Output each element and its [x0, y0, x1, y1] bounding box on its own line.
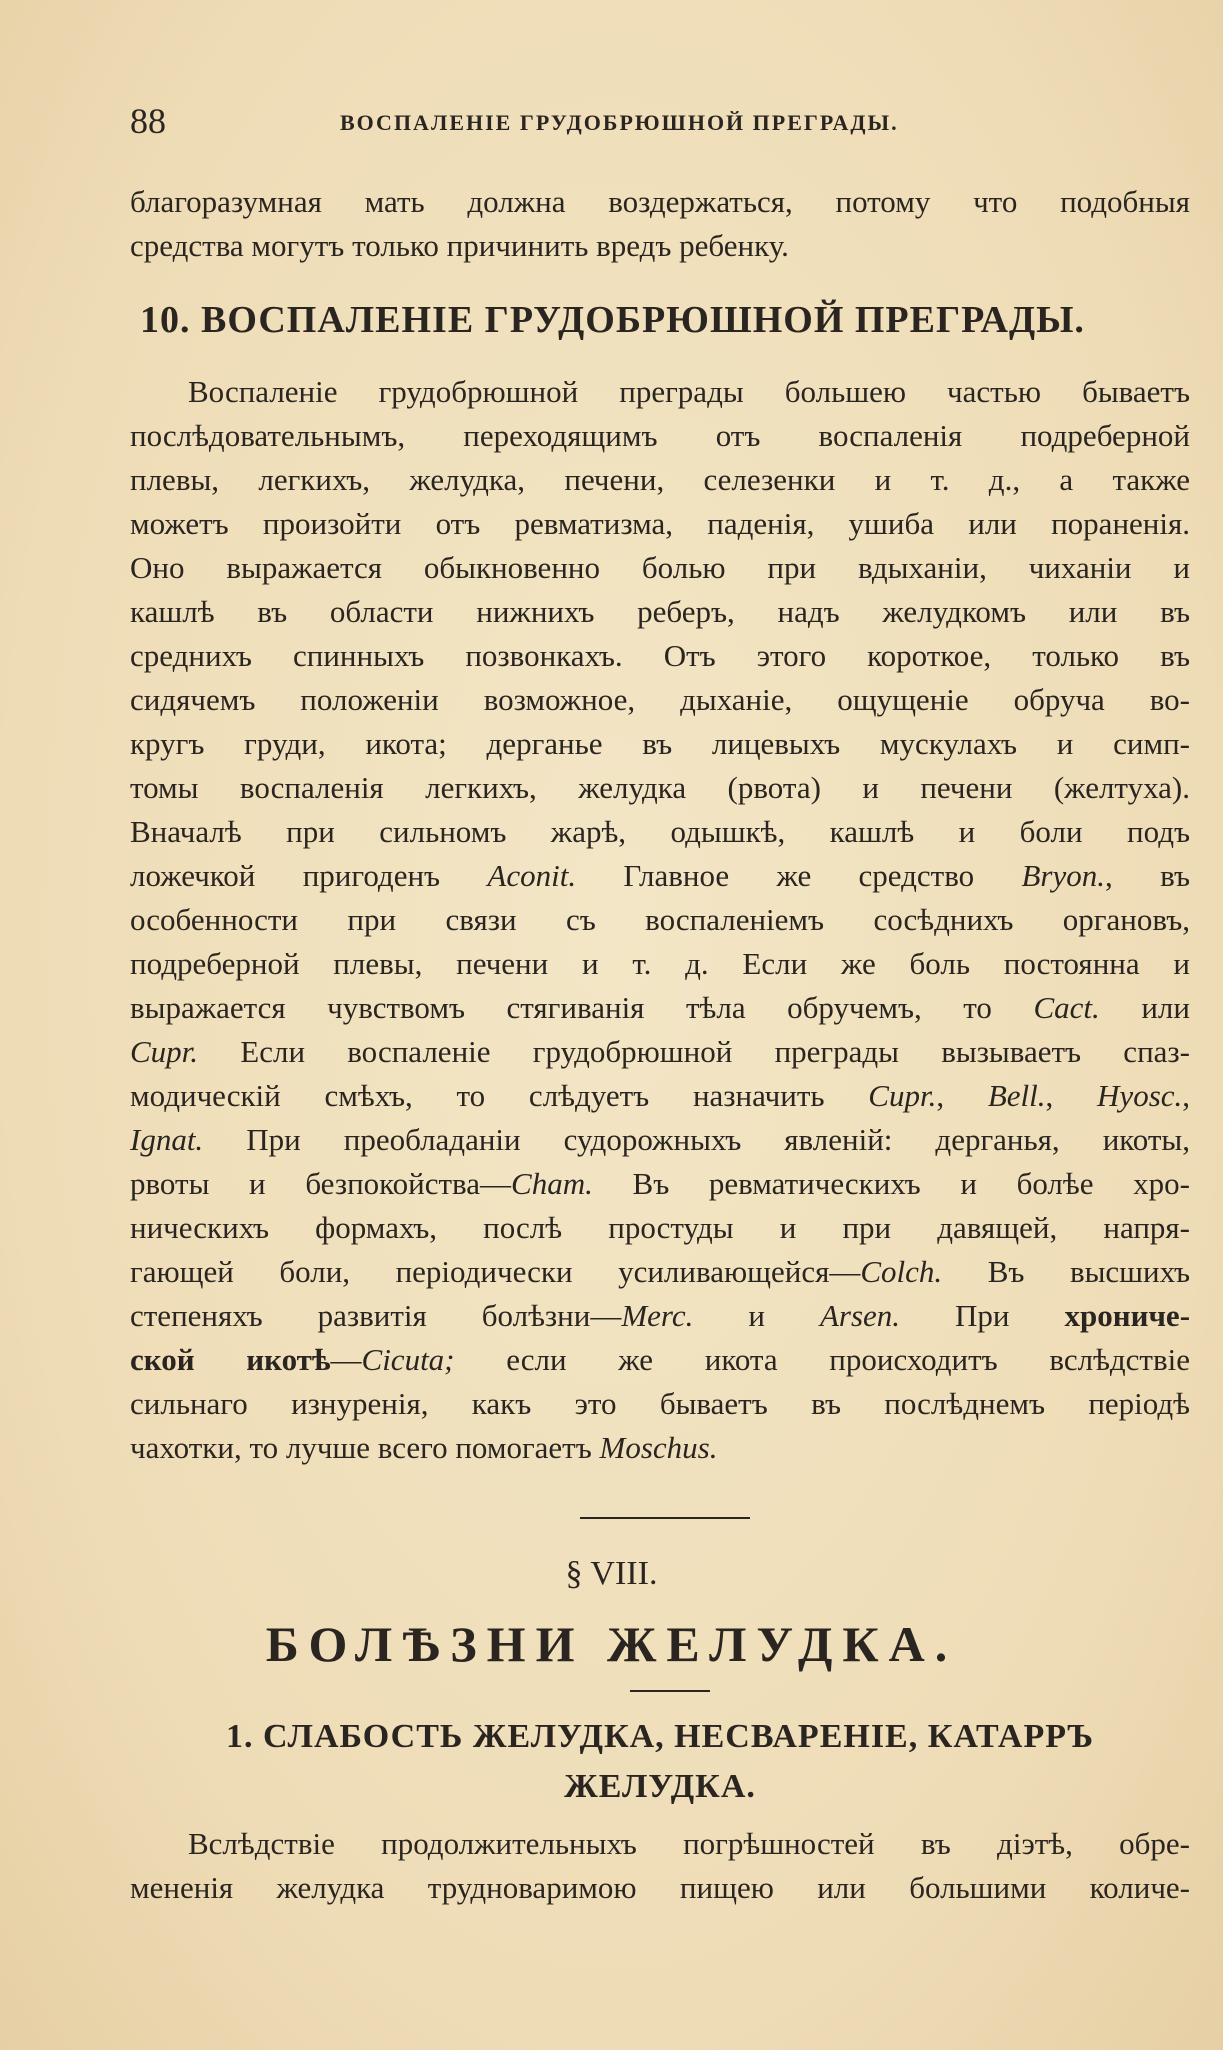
section-divider: [580, 1517, 750, 1519]
bold-term: ской икотѣ: [130, 1342, 331, 1377]
text-line: Воспаленіе грудобрюшной преграды большею частью бываетъ: [188, 374, 1190, 409]
page-number: 88: [130, 101, 166, 141]
text-run: Если воспаленіе грудобрюшной преграды вызываетъ спаз-: [198, 1034, 1190, 1069]
text-line: [130, 1162, 1190, 1206]
text-run: Въ высшихъ: [942, 1254, 1190, 1289]
text-run: ,: [1182, 1078, 1191, 1113]
text-run: —: [330, 1342, 362, 1377]
text-line: кругъ груди, икота; дерганье въ лицевыхъ мускулахъ и симп-: [130, 726, 1190, 761]
text-line: сидячемъ положеніи возможное, дыханіе, ощущеніе обруча во-: [130, 682, 1190, 717]
text-run: Главное же средство: [576, 858, 1022, 893]
text-run: ,: [1045, 1078, 1098, 1113]
remedy-name: Cupr.: [130, 1034, 199, 1069]
text-run: гающей боли, періодически усиливающейся—: [130, 1254, 861, 1289]
remedy-name: Cact.: [1033, 990, 1100, 1025]
text-line: томы воспаленія легкихъ, желудка (рвота) и печени (желтуха).: [130, 770, 1190, 805]
text-line: особенности при связи съ воспаленіемъ сосѣднихъ органовъ,: [130, 902, 1190, 937]
remedy-name: Bell.: [987, 1078, 1046, 1113]
text-line: [130, 1030, 1190, 1074]
subsection-heading: [130, 1712, 1190, 1812]
text-line: сильнаго изнуренія, какъ это бываетъ въ послѣднемъ періодѣ: [130, 1386, 1190, 1421]
remedy-name: Aconit.: [487, 858, 577, 893]
text-line: Оно выражается обыкновенно болью при вдыханіи, чиханіи и: [130, 550, 1190, 585]
text-run: чахотки, то лучше всего помогаетъ: [130, 1430, 600, 1465]
text-line: среднихъ спинныхъ позвонкахъ. Отъ этого короткое, только въ: [130, 638, 1190, 673]
heading-line: 1. СЛАБОСТЬ ЖЕЛУДКА, НЕСВАРЕНІЕ, КАТАРРЪ: [225, 1718, 1095, 1755]
remedy-name: Moschus.: [599, 1430, 718, 1465]
text-line: плевы, легкихъ, желудка, печени, селезенки и т. д., а также: [130, 462, 1190, 497]
text-line: Вначалѣ при сильномъ жарѣ, одышкѣ, кашлѣ и боли подъ: [130, 814, 1190, 849]
remedy-name: Merc.: [621, 1298, 694, 1333]
remedy-name: Cicuta;: [361, 1342, 455, 1377]
text-line: мененія желудка трудноваримою пищею или большими количе-: [130, 1870, 1190, 1905]
text-run: выражается чувствомъ стягиванія тѣла обручемъ, то: [130, 990, 1034, 1025]
remedy-name: Hyosc.: [1097, 1078, 1183, 1113]
text-run: рвоты и безпокойства—: [130, 1166, 512, 1201]
remedy-name: Bryon.: [1021, 858, 1106, 893]
text-run: степеняхъ развитія болѣзни—: [130, 1298, 622, 1333]
text-line: [130, 1426, 1190, 1470]
chapter-title: БОЛѢЗНИ ЖЕЛУДКА.: [265, 1616, 958, 1672]
text-line: [130, 1294, 1190, 1338]
text-run: если же икота происходитъ вслѣдствіе: [454, 1342, 1190, 1377]
text-run: , въ: [1105, 858, 1190, 893]
text-line: благоразумная мать должна воздержаться, потому что подобныя: [130, 184, 1190, 219]
text-run: ,: [936, 1078, 988, 1113]
text-run: ложечкой пригоденъ: [130, 858, 488, 893]
intro-paragraph: [130, 180, 1190, 268]
text-line: подреберной плевы, печени и т. д. Если же боль постоянна и: [130, 946, 1190, 981]
text-run: и: [693, 1298, 820, 1333]
text-run: или: [1099, 990, 1190, 1025]
text-line: [130, 1118, 1190, 1162]
remedy-name: Cupr.: [868, 1078, 937, 1113]
remedy-name: Arsen.: [819, 1298, 901, 1333]
remedy-name: Colch.: [860, 1254, 943, 1289]
text-line: [130, 854, 1190, 898]
text-line: [130, 1074, 1190, 1118]
heading-line: ЖЕЛУДКА.: [564, 1768, 756, 1805]
section-heading: 10. ВОСПАЛЕНІЕ ГРУДОБРЮШНОЙ ПРЕГРАДЫ.: [140, 299, 1085, 341]
text-line: послѣдовательнымъ, переходящимъ отъ воспаленія подреберной: [130, 418, 1190, 453]
remedy-name: Cham.: [511, 1166, 593, 1201]
text-line: [130, 1338, 1190, 1382]
section-10-body: [130, 370, 1190, 1470]
text-line: [130, 986, 1190, 1030]
text-run: модическій смѣхъ, то слѣдуетъ назначить: [130, 1078, 869, 1113]
text-run: При преобладаніи судорожныхъ явленій: дерганья, икоты,: [203, 1122, 1190, 1157]
text-line: средства могутъ только причинить вредъ ребенку.: [130, 228, 789, 263]
text-run: Въ ревматическихъ и болѣе хро-: [592, 1166, 1190, 1201]
running-title: ВОСПАЛЕНІЕ ГРУДОБРЮШНОЙ ПРЕГРАДЫ.: [340, 110, 899, 135]
text-line: кашлѣ въ области нижнихъ реберъ, надъ желудкомъ или въ: [130, 594, 1190, 629]
text-run: При: [900, 1298, 1065, 1333]
text-line: ническихъ формахъ, послѣ простуды и при давящей, напря-: [130, 1210, 1190, 1245]
text-line: [130, 1250, 1190, 1294]
subsection-1-body: [130, 1822, 1190, 1910]
remedy-name: Ignat.: [130, 1122, 204, 1157]
title-divider: [630, 1690, 710, 1692]
bold-term: хрониче-: [1064, 1298, 1191, 1333]
section-number: § VIII.: [565, 1555, 658, 1592]
text-line: Вслѣдствіе продолжительныхъ погрѣшностей въ діэтѣ, обре-: [188, 1826, 1190, 1861]
text-line: можетъ произойти отъ ревматизма, паденія, ушиба или пораненія.: [130, 506, 1190, 541]
running-head: [130, 100, 1220, 150]
